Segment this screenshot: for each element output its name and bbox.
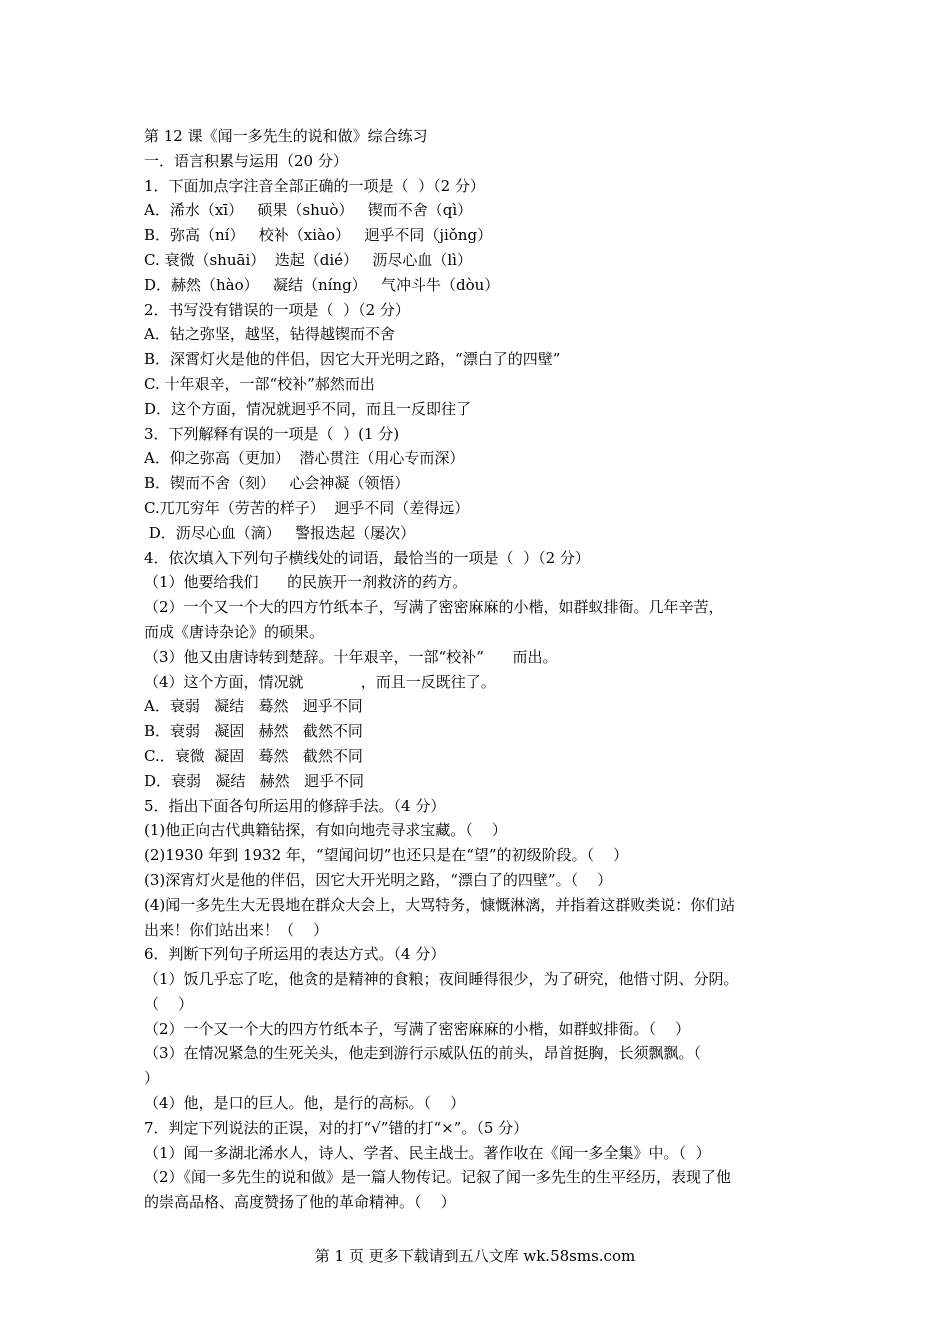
- option-line: C. 衰微（shuāi） 迭起（dié） 沥尽心血（lì）: [144, 250, 472, 269]
- option-line: C.兀兀穷年（劳苦的样子） 迥乎不同（差得远）: [144, 498, 470, 517]
- option-line: D．这个方面，情况就迥乎不同，而且一反即往了: [144, 399, 472, 418]
- sentence-line: （ ）: [144, 994, 194, 1013]
- option-line: B．深霄灯火是他的伴侣，因它大开光明之路，“漂白了的四壁”: [144, 350, 561, 369]
- sentence-line: 出来！你们站出来！（ ）: [144, 920, 329, 939]
- option-line: D．衰弱 凝结 赫然 迥乎不同: [144, 771, 364, 790]
- document-title: 第 12 课《闻一多先生的说和做》综合练习: [144, 127, 428, 145]
- sentence-line: (2)1930 年到 1932 年，“望闻问切”也还只是在“望”的初级阶段。（ ）: [144, 846, 629, 865]
- sentence-line: （3）他又由唐诗转到楚辞。十年艰辛，一部“校补” 而出。: [144, 647, 558, 666]
- option-line: A．衰弱 凝结 蓦然 迥乎不同: [144, 697, 363, 716]
- section-heading: 一．语言积累与运用（20 分）: [144, 151, 348, 170]
- option-line: C. 十年艰辛，一部“校补”郝然而出: [144, 374, 375, 393]
- sentence-line: (4)闻一多先生大无畏地在群众大会上，大骂特务，慷慨淋漓，并指着这群败类说：你们站: [144, 895, 736, 914]
- question-4: 4．依次填入下列句子横线处的词语，最恰当的一项是（ ）（2 分）: [144, 548, 590, 567]
- option-line: B．弥高（ní） 校补（xiào） 迥乎不同（jiǒng）: [144, 226, 493, 245]
- page-footer: 第 1 页 更多下载请到五八文库 wk.58sms.com: [314, 1247, 636, 1265]
- sentence-line: （4）这个方面，情况就 ，而且一反既往了。: [144, 672, 496, 691]
- option-line: A．仰之弥高（更加） 潜心贯注（用心专而深）: [144, 449, 465, 468]
- option-line: D．沥尽心血（滴） 警报迭起（屡次）: [144, 523, 416, 542]
- sentence-line: (1)他正向古代典籍钻探，有如向地壳寻求宝藏。（ ）: [144, 821, 507, 840]
- option-line: C.．衰微 凝固 蓦然 截然不同: [144, 746, 363, 765]
- question-5: 5．指出下面各句所运用的修辞手法。（4 分）: [144, 796, 446, 815]
- option-line: A．钻之弥坚，越坚，钻得越锲而不舍: [144, 325, 395, 344]
- question-2: 2．书写没有错误的一项是（ ）（2 分）: [144, 300, 410, 319]
- sentence-line: （4）他，是口的巨人。他，是行的高标。（ ）: [144, 1094, 466, 1113]
- option-line: D．赫然（hào） 凝结（níng） 气冲斗牛（dòu）: [144, 275, 500, 294]
- option-line: B．锲而不舍（刻） 心会神凝（领悟）: [144, 474, 410, 493]
- option-line: B．衰弱 凝固 赫然 截然不同: [144, 722, 363, 741]
- sentence-line: （3）在情况紧急的生死关头，他走到游行示威队伍的前头，昂首挺胸，长须飘飘。（: [144, 1044, 702, 1063]
- sentence-line: 的崇高品格、高度赞扬了他的革命精神。（ ）: [144, 1193, 456, 1212]
- sentence-line: （1）闻一多湖北浠水人，诗人、学者、民主战士。著作收在《闻一多全集》中。（ ）: [144, 1143, 711, 1162]
- sentence-line: （2）《闻一多先生的说和做》是一篇人物传记。记叙了闻一多先生的生平经历，表现了他: [144, 1168, 732, 1187]
- sentence-line: ）: [144, 1069, 160, 1088]
- sentence-line: （1）他要给我们 的民族开一剂救济的药方。: [144, 573, 468, 592]
- document-body: [144, 124, 808, 1215]
- sentence-line: （1）饭几乎忘了吃，他贪的是精神的食粮；夜间睡得很少，为了研究，他惜寸阴、分阴。: [144, 970, 739, 989]
- sentence-line: (3)深宵灯火是他的伴侣，因它大开光明之路，“漂白了的四壁”。（ ）: [144, 870, 613, 889]
- sentence-line: （2）一个又一个大的四方竹纸本子，写满了密密麻麻的小楷，如群蚁排衙。（ ）: [144, 1019, 691, 1038]
- sentence-line: 而成《唐诗杂论》的硕果。: [144, 622, 325, 641]
- question-3: 3．下列解释有误的一项是（ ）(1 分): [144, 424, 400, 443]
- sentence-line: （2）一个又一个大的四方竹纸本子，写满了密密麻麻的小楷，如群蚁排衙。几年辛苦，: [144, 598, 724, 617]
- question-1: 1．下面加点字注音全部正确的一项是（ ）（2 分）: [144, 176, 485, 195]
- question-7: 7．判定下列说法的正误，对的打“√”错的打“×”。（5 分）: [144, 1118, 529, 1137]
- option-line: A．浠水（xī） 硕果（shuò） 锲而不舍（qì）: [144, 201, 473, 220]
- question-6: 6．判断下列句子所运用的表达方式。（4 分）: [144, 945, 446, 964]
